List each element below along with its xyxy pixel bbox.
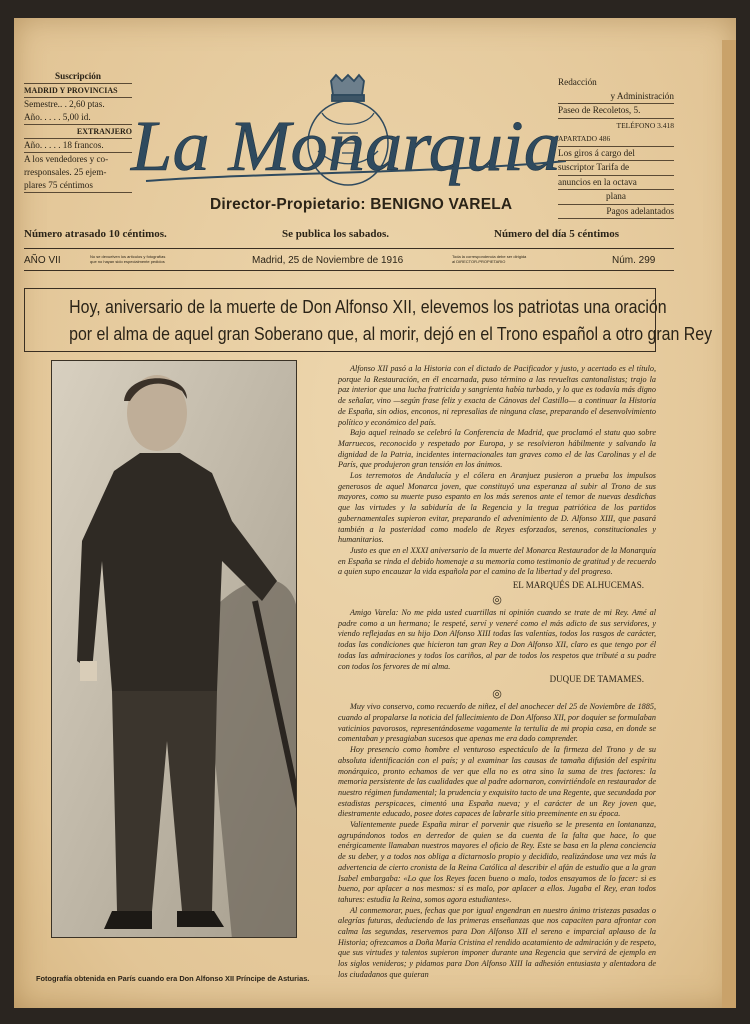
devolucion-note [90, 254, 240, 264]
masthead-title [126, 73, 566, 198]
article-paragraph-1: Alfonso XII pasó a la Historia con el dictado de Pacificador y justo, y acertado es el título, porque la Restauración, en él encarnada, puso término a las revueltas cantonalistas; trajo la paz interior que una lucha fratricida y sangrienta había turbado, y lo que es todavía más digno de señalar, vino —según frase feliz y exacta de Cánovas del Castillo— a continuar la Historia de España, sin odios, enconos, ni represalias de ninguna clase, preparando el desenvolvimiento político y económico del país. [338, 364, 656, 427]
redaccion-label: Redacción [558, 77, 597, 87]
numero-dia: Número del día 5 céntimos [494, 228, 620, 240]
signature-alhucemas: EL MARQUÉS DE ALHUCEMAS. [512, 580, 644, 591]
title-text: La Monarquia [129, 106, 562, 186]
corresponsales-text: rresponsales. 25 ejem- [24, 167, 107, 177]
suscriptor-text: suscriptor Tarifa de [558, 161, 674, 176]
telefono: TELÉFONO 3.418 [616, 120, 674, 130]
ornament-icon-2: ◎ [492, 688, 502, 701]
ano-price: Año. . . . . 5,00 id. [24, 111, 132, 125]
semestre-price: Semestre.. . 2,60 ptas. [24, 99, 105, 109]
ano-label: AÑO VII [24, 255, 61, 266]
correspondencia-note-1: Toda la correspondencia debe ser dirigida [452, 254, 527, 259]
portrait-figure [52, 361, 297, 938]
headline-line-1: Hoy, aniversario de la muerte de Don Alfonso XII, elevemos los patriotas una oración [69, 296, 667, 317]
issue-date: Madrid, 25 de Noviembre de 1916 [252, 255, 404, 266]
giros-text: Los giros á cargo del [558, 147, 674, 162]
pagos-text: Pagos adelantados [558, 205, 674, 220]
portrait-photo [51, 360, 297, 938]
devolucion-note-2: que no hayan sido especialmente pedidos [90, 259, 165, 264]
rule-bottom [24, 270, 674, 271]
headline-line-2: por el alma de aquel gran Soberano que, al morir, dejó en el Trono español a otro gran Rey [69, 323, 713, 344]
article-paragraph-9: Al conmemorar, pues, fechas que por igual engendran en nuestro ánimo tristezas pasadas o alegrías futuras, deduciendo de las primeras enseñanzas que nos capaciten para afrontar con calma las segundas, reservemos para Don Alfonso XII el sereno e imparcial aplauso de la Historia; ofrezcamos a Doña María Cristina el rendido acatamiento de admiración y de respeto, que sus virtudes y talentos supieron imponer durante una Regencia que servirá de ejemplo en los siglos venideros; y pidamos para Don Alfonso XIII la adhesión entusiasta y alentadora de los ciudadanos que quieran [338, 905, 656, 979]
page-edge [722, 40, 736, 1008]
article-paragraph-6: Muy vivo conservo, como recuerdo de niñez, el del anochecer del 25 de Noviembre de 1885, cuando al propalarse la noticia del fallecimiento de Don Alfonso XII, por doquier se formulaban vaticinios pavorosos, representándoseme vagamente la tertulia de mi propia casa, en donde se comentaban y presagiaban sucesos que apenas me era dado comprender. [338, 702, 656, 744]
director-line: Director-Propietario: BENIGNO VARELA [210, 196, 513, 213]
article-paragraph-7: Hoy presencio como hombre el venturoso espectáculo de la firmeza del Trono y de su absoluta identificación con el país; y al examinar las causas de tamaña difusión del espíritu monárquico, pronto echamos de ver que ella no es otra sino la suma de tres factores: la memoria persistente de las cualidades que al padre adornaron, convirtiéndole en restaurador de nuestro régimen fundamental; la prudencia y exquisito tacto de una Regente, que secundada por estadistas perspicaces, cimentó una España nueva; y el carácter de un Rey joven que, diestramente educado, posee dotes capaces de labrarle sitio preeminente en su época. [338, 745, 656, 819]
extranjero-header: EXTRANJERO [24, 125, 132, 139]
numero-atrasado: Número atrasado 10 céntimos. [24, 228, 167, 240]
correspondencia-note [452, 254, 592, 264]
article-paragraph-3: Los terremotos de Andalucía y el cólera en Aranjuez pusieron a prueba los impulsos generosos de aquel Monarca joven, que constituyó una esperanza al subir al Trono de sus mayores, como su muerte puso espanto en los más serenos ante el temor de nuevas desdichas que las virtudes y la sabiduría de la Regencia y la tregua patriótica de los partidos gubernamentales supieron evitar, preparando el advenimiento de D. Alfonso XIII, que pasará también a la posteridad como modelo de Reyes esforzados, serenos, constitucionales y humanitarios. [338, 471, 656, 545]
ornament-icon: ◎ [492, 594, 502, 607]
subscription-header: Suscripción [24, 70, 132, 84]
apartado: APARTADO 486 [558, 132, 674, 147]
redaccion-box [558, 76, 674, 219]
headline-box [24, 288, 713, 352]
correspondencia-note-2: al DIRECTOR-PROPIETARIO [452, 259, 506, 264]
administracion-label: y Administración [558, 90, 674, 105]
photo-caption: Fotografía obtenida en París cuando era Don Alfonso XII Príncipe de Asturias. [36, 974, 310, 983]
publica-sabados: Se publica los sabados. [282, 228, 389, 240]
article-column [338, 364, 656, 981]
anuncios-text: anuncios en la octava [558, 176, 674, 191]
newspaper-page [14, 18, 736, 1008]
plares-text: plares 75 céntimos [24, 179, 132, 193]
article-paragraph-4: Justo es que en el XXXI aniversario de la muerte del Monarca Restaurador de la Monarquía en España se rinda el debido homenaje a su memoria como testimonio de gratitud y de recuerdo a quien supo encauzar la vida española por el camino de la libertad y del progreso. [338, 545, 656, 577]
issue-number: Núm. 299 [612, 255, 656, 266]
signature-tamames: DUQUE DE TAMAMES. [549, 674, 644, 685]
subscription-box [24, 70, 132, 193]
plana-text: plana [558, 190, 674, 205]
article-paragraph-8: Valientemente puede España mirar el porvenir que risueño se le presenta en lontananza, agrupándonos todos en derredor de quien se da cuenta de la falta que hace, lo que enérgicamente llamaban nuestros mayores el oficio de Rey. Este se basa en la plena conciencia de su deber, y a todos nos obliga a dictarnoslo propio y decidido, realizándose una vez más la advertencia de cierto cronista de la Reina Católica al describir el afán de estudio que a la gran Isabel embargaba: «Lo que los Reyes facen bueno o malo, todos ensayamos de lo facer: si es bueno, por aplacer a nos mesmos: si es malo, por aplacer a ellos. Jugaba el Rey, eran todos tahures: estudia la Reina, somos agora estudiantes». [338, 820, 656, 904]
article-paragraph-5: Amigo Varela: No me pida usted cuartillas ni opinión cuando se trate de mi Rey. Amé al padre como a un hermano; le respeté, serví y veneré como el más adicto de sus servidores, y viendo reflejadas en su hijo Don Alfonso XIII todas las valentías, todos los rasgos de carácter, todas las condiciones que hicieron tan gran Rey a Don Alfonso XII, claro es que tengo por él todas las admiraciones y todos los cariños, al par de todos los respetos que tributé a su padre con todos los fervores de mi alma. [338, 608, 656, 671]
devolucion-note-1: No se devuelven los artículos y fotografías [90, 254, 166, 259]
ano-extranjero: Año. . . . . 18 francos. [24, 139, 132, 153]
paseo-address: Paseo de Recoletos, 5. [558, 104, 674, 119]
madrid-provincias: MADRID Y PROVINCIAS [24, 84, 132, 98]
rule-top [24, 248, 674, 249]
article-paragraph-2: Bajo aquel reinado se celebró la Conferencia de Madrid, que proclamó el statu quo sobre Marruecos, reconocido y respetado por Europa, y se resolvieron hábilmente y salvando la dignidad de la Patria, incidentes internacionales tan graves como el de las Carolinas y el de París, que produjeron gran tensión en los ánimos. [338, 428, 656, 470]
vendedores-text: A los vendedores y co- [24, 154, 109, 164]
